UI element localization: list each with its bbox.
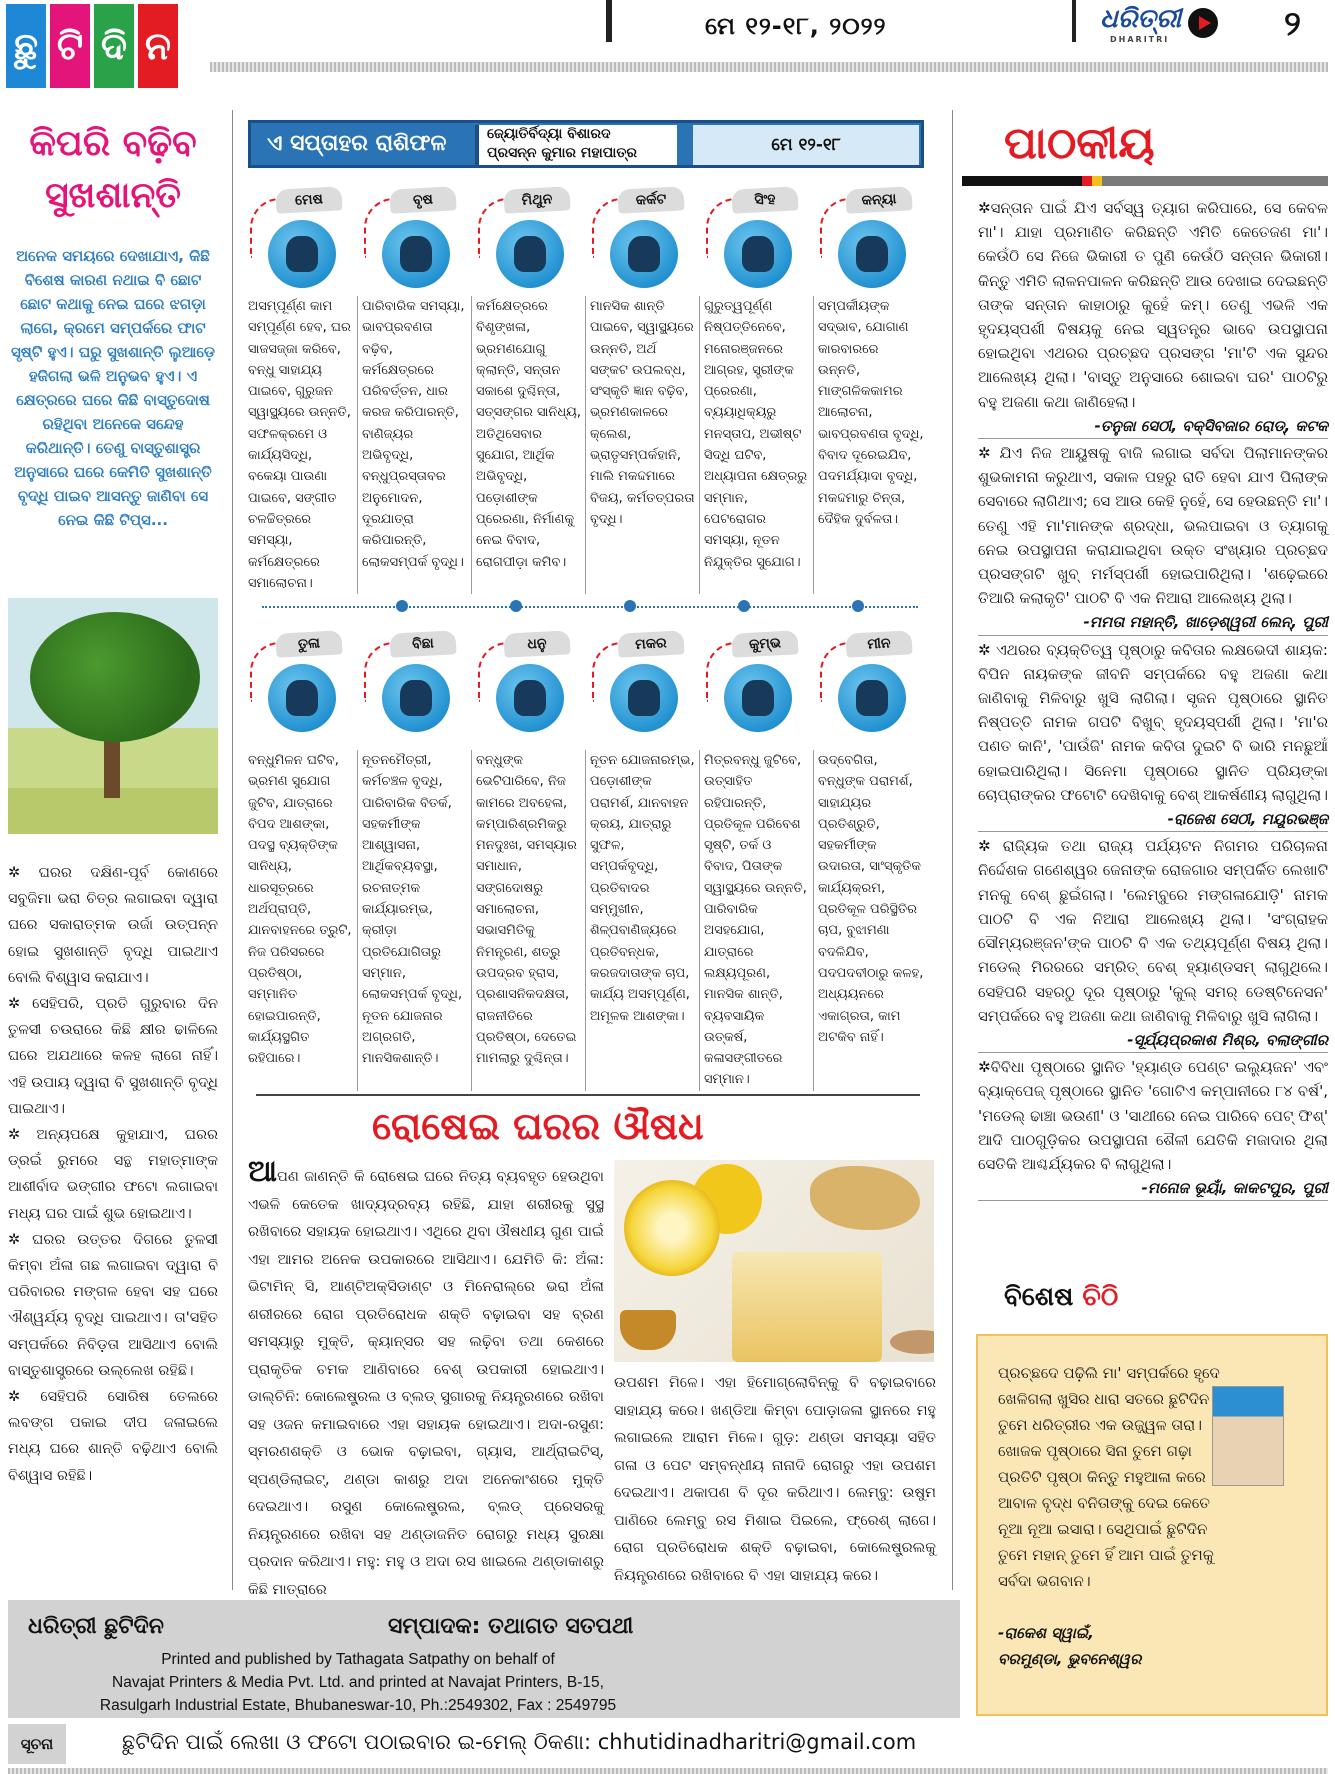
sign-label: ମେଷ [275, 186, 342, 213]
print-line-text: Rasulgarh Industrial Estate, Bhubaneswar-10, Ph.:2549302, Fax : 2549795 [99, 1697, 617, 1714]
tea-glass [732, 1252, 882, 1362]
horoscope-text: ନୂତନମୈତ୍ରୀ, କର୍ମଚଞ୍ଚଳ ବୃଦ୍ଧି, ପାରିବାରିକ ବିତର୍କ, ସହକର୍ମୀଙ୍କ ଆଶ୍ୱାସନା, ଆର୍ଥିକବ୍ୟବସ୍ଥା, ରଚନାତ୍ମକ କାର୍ଯ୍ୟାରମ୍ଭ, କ୍ରୀଡ଼ା ପ୍ରତିଯୋଗିତାରୁ ସମ୍ମାନ, ଲୋକସମ୍ପର୍କ ବୃଦ୍ଧି, ନୂତନ ଯୋଜନାର ଅଗ୍ରଗତି, ମାନସିକଶାନ୍ତି। [358, 750, 472, 1091]
letter-signature: -ରାଜେଶ ସେଠୀ, ମୟୂରଭଞ୍ଜ [978, 807, 1328, 832]
issue-date: ମେ ୧୨-୧୮, ୨୦୨୨ [705, 12, 887, 40]
letter-signature: -ସୂର୍ଯ୍ୟପ୍ରକାଶ ମିଶ୍ର, ବଲାଙ୍ଗୀର [978, 1028, 1328, 1053]
notice-bar [8, 1724, 1328, 1764]
rule-segment [962, 176, 1082, 186]
horoscope-text: ସମ୍ପର୍କୀୟଙ୍କ ସଦ୍‌ଭାବ, ଯୋଗାଣ କାରବାରରେ ଉନ୍ନତି, ମାଙ୍ଗଳିକକାମର ଆଲୋଚନା, ଭାବପ୍ରବଣତା ବୃଦ୍ଧି, ବିବାଦ ଦୂରେଇଯିବ, ପଦମର୍ଯ୍ୟାଦା ବୃଦ୍ଧି, ମକଦ୍ଦମାରୁ ଚିନ୍ତା, ଦୈହିକ ଦୁର୍ବଳତା। [818, 299, 924, 527]
title-line: କିପରି ବଢ଼ିବ [29, 123, 197, 164]
sign-label: କନ୍ୟା [845, 186, 912, 213]
tree-photo [8, 598, 218, 834]
wooden-spoon [890, 1330, 934, 1354]
sign-label: ମିଥୁନ [503, 186, 570, 213]
lemon-ginger-photo [614, 1160, 934, 1362]
editor-credit: ସମ୍ପାଦକ: ତଥାଗତ ସତପଥୀ [388, 1614, 634, 1639]
brand-subtitle: DHARITRI [1110, 35, 1170, 44]
virgo-icon [838, 220, 906, 288]
article-title [8, 118, 218, 222]
author-line: ଜ୍ୟୋତିର୍ବିଦ୍ୟା ବିଶାରଦ [487, 126, 611, 142]
rashifal-title: ଏ ସପ୍ତାହର ରାଶିଫଳ [267, 131, 447, 156]
brand-name: ଧରିତ୍ରୀ [1100, 4, 1182, 34]
rashifal-author [475, 125, 677, 165]
sign-label: ବିଛା [389, 630, 456, 657]
rule-segment [1092, 176, 1102, 186]
sign-capricorn [586, 632, 700, 732]
special-letter-box [976, 1334, 1328, 1716]
column-rule [952, 110, 953, 1590]
title-rule [962, 176, 1328, 186]
sign-label: ଧନୁ [503, 630, 570, 657]
sign-pisces [814, 632, 928, 732]
title-word: ଚିଠି [1082, 1282, 1119, 1312]
vastu-article [8, 118, 218, 532]
sign-aquarius [700, 632, 814, 732]
dropcap: ଆ [248, 1154, 278, 1189]
horoscope-text: ଉଦ୍‌ବେଗିତା, ବନ୍ଧୁଙ୍କ ପରାମର୍ଶ, ସାହାଯ୍ୟର ପ୍ରତିଶ୍ରୁତି, ସହକର୍ମୀଙ୍କ ଉଦାରତା, ସାଂସ୍କୃତିକ କାର୍ଯ୍ୟକ୍ରମ, ପ୍ରତିକୂଳ ପରିସ୍ଥିତିର ଚାପ, ବୁଝାମଣା ବଦଳିଯିବ, ପଦପଦବୀଠାରୁ କଳହ, ଅଧ୍ୟୟନରେ ଏକାଗ୍ରତା, କାମ ଅଟକିବ ନାହିଁ। [818, 753, 924, 1045]
sign-label: କୁମ୍ଭ [731, 630, 798, 657]
print-line-text: Printed and published by Tathagata Satpathy on behalf of [161, 1651, 555, 1668]
special-letter-header [1004, 1282, 1314, 1318]
letter-signature: -ମମତା ମହାନ୍ତି, ଖାଡ଼େଶ୍ୱରୀ ଲେନ୍, ପୁରୀ [978, 610, 1328, 635]
horoscope-text: ବନ୍ଧୁମିଳନ ଘଟିବ, ଭ୍ରମଣ ସୁଯୋଗ ଜୁଟିବ, ଯାତ୍ରାରେ ବିପଦ ଆଶଙ୍କା, ପଦସ୍ଥ ବ୍ୟକ୍ତିଙ୍କ ସାନିଧ୍ୟ, ଧାରସୂତ୍ରରେ ଅର୍ଥପ୍ରାପ୍ତି, ଯାନବାହନରେ ତ୍ରୁଟି, ନିଜ ପରିସରରେ ପ୍ରତିଷ୍ଠା, ସମ୍ମାନିତ ହୋଇପାରନ୍ତି, କାର୍ଯ୍ୟସ୍ଥଗିତ ରହିପାରେ। [244, 750, 358, 1091]
logo-letter: ଟି [50, 4, 90, 88]
logo-letter: ଦି [94, 4, 134, 88]
lemon-slice [624, 1180, 720, 1276]
letter-signature: -ମନୋଜ ଭୂୟାଁ, କାକଟପୁର, ପୁରୀ [978, 1176, 1328, 1201]
divider-dot [624, 600, 636, 612]
print-line-text: Navajat Printers & Media Pvt. Ltd. and printed at Navajat Printers, B-15, [112, 1674, 604, 1691]
divider-dot [852, 600, 864, 612]
scorpio-icon [382, 664, 450, 732]
print-line [8, 1648, 708, 1717]
paragraph: ✲ ଅନ୍ୟପକ୍ଷେ କୁହାଯାଏ, ଘରର ଡ୍ରଇଁ ରୁମରେ ସନ୍ଥ ମହାତ୍ମାଙ୍କ ଆଶୀର୍ବାଦ ଭଙ୍ଗୀର ଫଟୋ ଲଗାଇବା ମଧ୍ୟ ଘର ପାଇଁ ଶୁଭ ହୋଇଥାଏ। [8, 1127, 218, 1222]
notice-text: ଛୁଟିଦିନ ପାଇଁ ଲେଖା ଓ ଫଟୋ ପଠାଇବାର ଇ-ମେଲ୍ ଠିକଣା: chhutidinadharitri@gmail.com [122, 1730, 917, 1754]
sign-label: ମକର [617, 630, 684, 657]
horoscope-text: ମାନସିକ ଶାନ୍ତି ପାଇବେ, ସ୍ୱାସ୍ଥ୍ୟରେ ଉନ୍ନତି, ଅର୍ଥ ସଙ୍କଟ ଉପଲବ୍ଧ, ସଂସ୍କୃତି ଜ୍ଞାନ ବଢ଼ିବ, ଭ୍ରମଣକାଳରେ କ୍ଲେଶ, ଭ୍ରାତୃସମ୍ପର୍କହାନି, ମାଲି ମକଦ୍ଦମାରେ ବିଜୟ, କର୍ମତତ୍ପରତା ବୃଦ୍ଧି। [586, 296, 700, 594]
sign-label: କର୍କଟ [617, 186, 684, 213]
sign-cancer [586, 188, 700, 288]
letter-text: ✲ ରାଜ୍ୟିକ ତଥା ରାଜ୍ୟ ପର୍ଯ୍ୟଟନ ନିଗମର ପରିଚାଳନା ନିର୍ଦ୍ଦେଶକ ଗଣେଶ୍ୱର ଜେନାଙ୍କ ରୋଜଗାର ସମ୍ପର୍କିତ ଲେଖାଟି ମନକୁ ବେଶ୍ ଛୁଇଁଗଲା। 'ଲେମ୍ବୁରେ ମଙ୍ଗଳାଯୋଡ଼ି' ନାମକ ପାଠଟି ବି ଏକ ନିଆରା ଆଲେଖ୍ୟ ଥିଲା। 'ସଂଗ୍ରାହକ ସୌମ୍ୟରଞ୍ଜନ'ଙ୍କ ପାଠଟି ବି ଏକ ତଥ୍ୟପୂର୍ଣ୍ଣ ବିଷୟ ଥିଲା। ମଡେଲ୍ ମିରରରେ ସମ୍ରିତ୍ ବେଶ୍ ହ୍ୟାଣ୍ଡସମ୍ ଲାଗୁଥିଲେ। ସେହିପରି ସହରଠୁ ଦୂର ପୃଷ୍ଠାରୁ 'କୁଲ୍ ସମର୍ ଡେଷ୍ଟିନେସନ' ସମ୍ପର୍କରେ ବହୁ ଅଜଣା କଥା ଜାଣିବାକୁ ମିଳିବାରୁ ଖୁସି ଲାଗିଲା। [978, 837, 1328, 1025]
section-logo [6, 4, 178, 88]
zodiac-row-1-icons [244, 188, 928, 288]
special-letter-title [1004, 1282, 1118, 1312]
sagittarius-icon [496, 664, 564, 732]
honey-jar [620, 1310, 676, 1350]
remedy-text [248, 1154, 604, 1604]
letters-title: ପାଠକୀୟ [1004, 118, 1155, 169]
rule-segment [1102, 176, 1328, 186]
sign-sagittarius [472, 632, 586, 732]
pisces-icon [838, 664, 906, 732]
horoscope-text: ବନ୍ଧୁଙ୍କ ଭେଟିପାରିବେ, ନିଜ କାମରେ ଅବହେଳା, କମ୍ପାରିଶ୍ରମିକରୁ ମନଦୁଃଖ, ସମସ୍ୟାର ସମାଧାନ, ସଙ୍ଗଦୋଷରୁ ସମାଲୋଚନା, ସଭାସମିତିକୁ ନିମନ୍ତ୍ରଣ, ଶତ୍ରୁ ଉପଦ୍ରବ ହ୍ରାସ, ପ୍ରଶାସନିକଦକ୍ଷତା, ରାଜନୀତିରେ ପ୍ରତିଷ୍ଠା, ଦେତେଇ ମାମଲାରୁ ଦୁଶ୍ଚିନ୍ତା। [472, 750, 586, 1091]
sign-aries [244, 188, 358, 288]
masthead [0, 0, 1335, 70]
sign-label: ତୁଳା [275, 630, 342, 657]
letter-signature: -ତନୁଜା ସେଠୀ, ବକ୍ସିବଜାର ରୋଡ୍, କଟକ [978, 414, 1328, 439]
paragraph: ✲ ସେହିପରି ସୋରିଷ ତେଲରେ ଲବଙ୍ଗ ପକାଇ ଦୀପ ଜଳାଇଲେ ମଧ୍ୟ ଘରେ ଶାନ୍ତି ବଢ଼ିଥାଏ ବୋଲି ବିଶ୍ୱାସ ରହିଛି। [8, 1389, 218, 1484]
paragraph: ✲ ଘରର ଦକ୍ଷିଣ-ପୂର୍ବ କୋଣରେ ସବୁଜିମା ଭରା ଚିତ୍ର ଲଗାଇବା ଦ୍ୱାରା ଘରେ ସକାରାତ୍ମକ ଉର୍ଜା ଉତ୍ପନ୍ନ ହୋଇ ସୁଖଶାନ୍ତି ବୃଦ୍ଧି ପାଇଥାଏ ବୋଲି ବିଶ୍ୱାସ କରାଯାଏ। [8, 865, 218, 986]
sign-leo [700, 188, 814, 288]
zodiac-row-2-text [244, 750, 928, 1091]
horoscope-text: ପାରିବାରିକ ସମସ୍ୟା, ଭାବପ୍ରବଣତା ବଢ଼ିବ, କର୍ମକ୍ଷେତ୍ରରେ ପରିବର୍ତ୍ତନ, ଧାର କରଜ କରିପାରନ୍ତି, ବାଣିଜ୍ୟର ଅଭିବୃଦ୍ଧି, ବନ୍ଧୁପ୍ରସ୍ତାବର ଅନୁମୋଦନ, ଦୂରଯାତ୍ରା କରିପାରନ୍ତି, ଲୋକସମ୍ପର୍କ ବୃଦ୍ଧି। [358, 296, 472, 594]
divider [606, 0, 612, 42]
divider [1072, 0, 1076, 42]
poem-signature [998, 1620, 1141, 1672]
letter-text: ✲ବିବିଧା ପୃଷ୍ଠାରେ ସ୍ଥାନିତ 'ହ୍ୟାଣ୍ଡ ପେଣ୍ଟ ଇଲ୍ୟୁଜନ' ଏବଂ ବ୍ୟାକ୍‌ପେଜ୍ ପୃଷ୍ଠାରେ ସ୍ଥାନିତ 'ଗୋଟିଏ କମ୍ପାନୀରେ ୮୪ ବର୍ଷ', 'ମଡେଲ୍ ଢାଞ୍ଚା ଭଉଣୀ' ଓ 'ସାଥୀରେ ନେଇ ପାରିବେ ପେଟ୍ ଫିଶ୍' ଆଦି ପାଠଗୁଡ଼ିକର ଉପସ୍ଥାପନା ଶୈଳୀ ଯେତିକି ମଜାଦାର ଥିଲା ସେତିକି ଆଶ୍ଚର୍ଯ୍ୟକର ବି ଲାଗୁଥିଲା। [978, 1058, 1328, 1173]
letter-text: ✲ ଏଥରର ବ୍ୟକ୍ତିତ୍ୱ ପୃଷ୍ଠାରୁ କବିତାର ଲକ୍ଷଭେଦୀ ଶାୟକ: ବିପିନ ନାୟକଙ୍କ ଜୀବନି ସମ୍ପର୍କରେ ବହୁ ଅଜଣା କଥା ଜାଣିବାକୁ ମିଳିବାରୁ ଖୁସି ଲାଗିଲା। ସୃଜନ ପୃଷ୍ଠାରେ ସ୍ଥାନିତ ନିଷ୍ପତ୍ତି ନାମକ ଗପଟି ବିଖୁବ୍ ହୃଦୟସ୍ପର୍ଶୀ ଥିଲା। 'ମା'ର ପଣତ କାନି', 'ପାଉଁଜି' ନାମକ କବିତା ଦୁଇଟି ବି ଭାରି ମନଛୁଆଁ ହୋଇପାରିଥିଲା। ସିନେମା ପୃଷ୍ଠାରେ ସ୍ଥାନିତ ପ୍ରିୟଙ୍କା ଚୋପ୍ରାଙ୍କର ଫଟୋଟି ଦେଖିବାକୁ ବେଶ୍ ଆକର୍ଷଣୀୟ ଲାଗୁଥିଲା। [978, 640, 1328, 804]
logo-letter: ନ [138, 4, 178, 88]
taurus-icon [382, 220, 450, 288]
horoscope-text: ଗୁରୁତ୍ୱପୂର୍ଣ୍ଣ ନିଷ୍ପତ୍ତିନେବେ, ମନୋରଞ୍ଜନରେ ଆଗ୍ରହ, ସ୍ତ୍ରୀଙ୍କ ପ୍ରେରଣା, ବ୍ୟୟାଧିକ୍ୟରୁ ମନସ୍ତାପ, ଅଭୀଷ୍ଟ ସିଦ୍ଧି ଘଟିବ, ଅଧ୍ୟାପନା କ୍ଷେତ୍ରରୁ ସମ୍ମାନ, ପେଟରୋଗର ସମସ୍ୟା, ନୂତନ ନିଯୁକ୍ତିର ସୁଯୋଗ। [700, 296, 814, 594]
rule-segment [1082, 176, 1092, 186]
signature-line: ବରମୁଣ୍ଡା, ଭୁବନେଶ୍ୱର [998, 1650, 1142, 1668]
sign-label: ବୃଷ [389, 186, 456, 213]
title-line: ସୁଖଶାନ୍ତି [45, 175, 181, 216]
remedy-text-body: ପଣ ଜାଣନ୍ତି କି ରୋଷେଇ ଘରେ ନିତ୍ୟ ବ୍ୟବହୃତ ହେଉଥିବା ଏଭଳି କେତେକ ଖାଦ୍ୟଦ୍ରବ୍ୟ ରହିଛି, ଯାହା ଶରୀରକୁ ସୁସ୍ଥ ରଖିବାରେ ସହାୟକ ହୋଇଥାଏ। ଏଥିରେ ଥିବା ଔଷଧୀୟ ଗୁଣ ପାଇଁ ଏହା ଆମର ଅନେକ ଉପକାରରେ ଆସିଥାଏ। ଯେମିତି କି: ଅଁଳା: ଭିଟାମିନ୍ ସି, ଆଣ୍ଟିଅକ୍ସିଡାଣ୍ଟ ଓ ମିନେରାଲ୍‌ରେ ଭରା ଅଁଳା ଶରୀରରେ ରୋଗ ପ୍ରତିରୋଧକ ଶକ୍ତି ବଢ଼ାଇବା ସହ ବ୍ରଣ ସମସ୍ୟାରୁ ମୁକ୍ତି, କ୍ୟାନ୍ସର ସହ ଲଢ଼ିବା ତଥା କେଶରେ ପ୍ରାକୃତିକ ଚମକ ଆଣିବାରେ ବେଶ୍ ଉପକାରୀ ହୋଇଥାଏ। ଡାଲ୍‌ଚିନି: କୋଲେଷ୍ଟ୍ରଲ ଓ ବ୍ଲଡ୍ ସୁଗାରକୁ ନିୟନ୍ତ୍ରଣରେ ରଖିବା ସହ ଓଜନ କମାଇବାରେ ଏହା ସହାୟକ ହୋଇଥାଏ। ଅଦା-ରସୁଣ: ସ୍ମରଣଶକ୍ତି ଓ ଭୋକ ବଢ଼ାଇବା, ଗ୍ୟାସ, ଆର୍ଥ୍ରାଇଟିସ୍, ସ୍ପଣ୍ଡିଲାଇଟ୍, ଥଣ୍ଡା କାଶରୁ ଅଦା ଅନେକାଂଶରେ ମୁକ୍ତି ଦେଇଥାଏ। ରସୁଣ କୋଲେଷ୍ଟ୍ରଲ, ବ୍ଲଡ୍ ପ୍ରେସରକୁ ନିୟନ୍ତ୍ରଣରେ ରଖିବା ସହ ଥଣ୍ଡାଜନିତ ରୋଗରୁ ମଧ୍ୟ ସୁରକ୍ଷା ପ୍ରଦାନ କରିଥାଏ। ମହୁ: ମହୁ ଓ ଅଦା ରସ ଖାଇଲେ ଥଣ୍ଡାକାଶରୁ କିଛି ମାତ୍ରାରେ [248, 1169, 604, 1598]
capricorn-icon [610, 664, 678, 732]
letter-text: ✲ସନ୍ତାନ ପାଇଁ ଯିଏ ସର୍ବସ୍ୱ ତ୍ୟାଗ କରିପାରେ, ସେ କେବଳ ମା'। ଯାହା ପ୍ରମାଣିତ କରିଛନ୍ତି ଏମିତି କେତେଜଣ ମା'। କେଉଁଠି ସେ ନିଜେ ଭିକାରୀ ତ ପୁଣି କେଉଁଠି ସନ୍ତାନ ଭିକାରୀ। କିନ୍ତୁ ଏମିତି ଲାଳନପାଳନ କରିଛନ୍ତି ଆଉ ଦେଖାଇ ଦେଇଛନ୍ତି ତାଙ୍କ ସନ୍ତାନ କାହାଠାରୁ କୁହେଁ କମ୍। ତେଣୁ ଏଭଳି ଏକ ହୃଦୟସ୍ପର୍ଶୀ ବିଷୟକୁ ନେଇ ସ୍ୱତନ୍ତ୍ର ଭାବେ ଉପସ୍ଥାପନା ହୋଇଥିବା ଏଥରର ପ୍ରଚ୍ଛଦ ପ୍ରସଙ୍ଗ 'ମା'ଟି ଏକ ସୁନ୍ଦର ଆଲେଖ୍ୟ ଥିଲା। 'ବାସ୍ତୁ ଅନୁସାରେ ଶୋଇବା ଘର' ପାଠଟିରୁ ବହୁ ଅଜଣା କଥା ଜାଣିହେଲା। [978, 199, 1328, 411]
header-stripe [210, 62, 1328, 72]
rashifal-date: ମେ ୧୨-୧୮ [693, 125, 919, 165]
zodiac-row-2-icons [244, 632, 928, 732]
letter-text: ✲ ଯିଏ ନିଜ ଆୟୁଷକୁ ବାଜି ଲଗାଇ ସର୍ବଦା ପିଲାମାନଙ୍କର ଶୁଭକାମନା କରୁଥାଏ, ସକାଳ ପହରୁ ରାତି ହେବା ଯାଏ ପିଲାଙ୍କ ସେବାରେ ଲାଗିଥାଏ; ସେ ଆଉ କେହି ନୁହେଁ, ସେ ହେଉଛନ୍ତି ମା'। ତେଣୁ ଏହି ମା'ମାନଙ୍କ ଶ୍ରଦ୍ଧା, ଭଲପାଇବା ଓ ତ୍ୟାଗକୁ ନେଇ ଉପସ୍ଥାପନା କରାଯାଇଥିବା ଉକ୍ତ ସଂଖ୍ୟାର ପ୍ରଚ୍ଛଦ ପ୍ରସଙ୍ଗଟି ଖୁବ୍ ମର୍ମସ୍ପର୍ଶୀ ହୋଇପାରିଥିଲା। 'ଶଢ଼େଇରେ ତିଆରି କଲାକୃତି' ପାଠଟି ବି ଏକ ନିଆରା ଆଲେଖ୍ୟ ଥିଲା। [978, 444, 1328, 608]
zodiac-row-1-text [244, 296, 928, 594]
signature-line: -ରାକେଶ ସ୍ୱାଇଁ, [998, 1624, 1094, 1642]
leo-icon [724, 220, 792, 288]
rashifal-header [248, 120, 924, 168]
paragraph: ✲ ଘରର ଉତ୍ତର ଦିଗରେ ତୁଳସୀ କିମ୍ବା ଅଁଳା ଗଛ ଲଗାଇବା ଦ୍ୱାରା ବି ପରିବାରର ମଙ୍ଗଳ ହେବା ସହ ଘରେ ଐଶ୍ୱର୍ଯ୍ୟ ବୃଦ୍ଧି ପାଇଥାଏ। ତା'ସହିତ ସମ୍ପର୍କରେ ନିବିଡ଼ତା ଆସିଥାଏ ବୋଲି ବାସ୍ତୁଶାସ୍ତ୍ରରେ ଉଲ୍ଲେଖ ରହିଛି। [8, 1231, 218, 1379]
remedy-text-cont: ଉପଶମ ମିଳେ। ଏହା ହିମୋଗ୍ଲୋବିନ୍‌କୁ ବି ବଢ଼ାଇବାରେ ସାହାଯ୍ୟ କରେ। ଖଣ୍ଡିଆ କିମ୍ବା ପୋଡ଼ାଜଳା ସ୍ଥାନରେ ମହୁ ଲଗାଇଲେ ଆରାମ ମିଳେ। ଗୁଡ଼: ଥଣ୍ଡା ସମସ୍ୟା ସହିତ ଗଳା ଓ ପେଟ ସମ୍ବନ୍ଧୀୟ ନାନାଦି ରୋଗରୁ ଏହା ଉପଶମ ଦେଇଥାଏ। ଥକାପଣ ବି ଦୂର କରିଥାଏ। ଲେମ୍ବୁ: ଉଷୁମ ପାଣିରେ ଲେମ୍ବୁ ରସ ମିଶାଇ ପିଇଲେ, ଫ୍ରେଶ୍ ଲାଗେ। ରୋଗ ପ୍ରତିରୋଧକ ଶକ୍ତି ବଢ଼ାଇବା, କୋଲେଷ୍ଟ୍ରଲକୁ ନିୟନ୍ତ୍ରଣରେ ରଖିବାରେ ବି ଏହା ସାହାଯ୍ୟ କରେ। [614, 1375, 936, 1584]
bottom-stripe [8, 1768, 1328, 1774]
horoscope-text: ନୂତନ ଯୋଜନାରମ୍ଭ, ପଡ଼ୋଶୀଙ୍କ ପରାମର୍ଶ, ଯାନବାହନ କ୍ରୟ, ଯାତ୍ରାରୁ ସୁଫଳ, ସମ୍ପର୍କବୃଦ୍ଧି, ପ୍ରତିବାଦର ସମ୍ମୁଖୀନ, ଶିଳ୍ପବାଣିଜ୍ୟରେ ପ୍ରତିବନ୍ଧକ, କରଜଦାତାଙ୍କ ଚାପ, କାର୍ଯ୍ୟ ଅସମ୍ପୂର୍ଣ୍ଣ, ଅମୂଳକ ଆଶଙ୍କା। [586, 750, 700, 1091]
ginger-root [810, 1166, 920, 1230]
sign-label: ସିଂହ [731, 186, 798, 213]
horoscope-text: ମିତ୍ରବନ୍ଧୁ ଜୁଟିବେ, ଉତ୍ସାହିତ ରହିପାରନ୍ତି, ପ୍ରତିକୂଳ ପରିବେଶ ସୃଷ୍ଟି, ତର୍କ ଓ ବିବାଦ, ପିତାଙ୍କ ସ୍ୱାସ୍ଥ୍ୟରେ ଉନ୍ନତି, ପାରିବାରିକ ଅସହଯୋଗ, ଯାତ୍ରାରେ ଲକ୍ଷ୍ୟପୂରଣ, ମାନସିକ ଶାନ୍ତି, ବ୍ୟବସାୟିକ ଉତ୍କର୍ଷ, କଳାସଙ୍ଗୀତରେ ସମ୍ମାନ। [700, 750, 814, 1091]
sign-taurus [358, 188, 472, 288]
article-intro: ଅନେକ ସମୟରେ ଦେଖାଯାଏ, କିଛି ବିଶେଷ କାରଣ ନଥାଇ ବି ଛୋଟ ଛୋଟ କଥାକୁ ନେଇ ଘରେ ଝଗଡ଼ା ଲାଗେ, କ୍ରମେ ସମ୍ପର୍କରେ ଫାଟ ସୃଷ୍ଟି ହୁଏ। ଘରୁ ସୁଖଶାନ୍ତି ଲୁଆଡ଼େ ହଜିଗଲା ଭଳି ଅନୁଭବ ହୁଏ। ଏ କ୍ଷେତ୍ରରେ ଘରେ କିଛି ବାସ୍ତୁଦୋଷ ରହିଥିବା ଅନେକେ ସନ୍ଦେହ କରିଥାନ୍ତି। ତେଣୁ ବାସ୍ତୁଶାସ୍ତ୍ର ଅନୁସାରେ ଘରେ କେମିତି ସୁଖଶାନ୍ତି ବୃଦ୍ଧି ପାଇବ ଆସନ୍ତୁ ଜାଣିବା ସେ ନେଇ କିଛି ଟିପ୍ସ... [11, 247, 215, 529]
logo-letter: ଛୁ [6, 4, 46, 88]
section-rule [256, 1094, 920, 1096]
sign-scorpio [358, 632, 472, 732]
aquarius-icon [724, 664, 792, 732]
sign-libra [244, 632, 358, 732]
sign-virgo [814, 188, 928, 288]
cancer-icon [610, 220, 678, 288]
article-body [8, 860, 218, 1489]
poem-text: ପ୍ରଚ୍ଛଦେ ପଢ଼ିଲି ମା' ସମ୍ପର୍କରେ ହୃଦେ ଖେଳିଗଲା ଖୁସିର ଧାରା ସତରେ ଛୁଟିଦିନ ତୁମେ ଧରିତ୍ରୀର ଏକ ଉଜ୍ଜ୍ୱଳ ତାରା। ଖୋଜକ ପୃଷ୍ଠାରେ ସିନା ତୁମେ ଗଢ଼ା ପ୍ରତିଟି ପୃଷ୍ଠା କିନ୍ତୁ ମହୁଆଳା କରେ ଆବାଳ ବୃଦ୍ଧ ବନିତାଙ୍କୁ ଦେଇ କେତେ ନୂଆ ନୂଆ ଇସାରା। ସେଥିପାଇଁ ଛୁଟିଦିନ ତୁମେ ମହାନ୍ ତୁମେ ହିଁ ଆମ ପାଇଁ ତୁମକୁ ସର୍ବଦା ଭଗବାନ। [998, 1364, 1220, 1590]
sign-label: ମୀନ [845, 630, 912, 657]
play-icon [1188, 8, 1218, 38]
divider-dot [738, 600, 750, 612]
title-word: ବିଶେଷ [1004, 1282, 1074, 1312]
horoscope-text: ଅସମ୍ପୂର୍ଣ୍ଣ କାମ ସମ୍ପୂର୍ଣ୍ଣ ହେବ, ଘର ସାଜସଜ୍ଜା କରିବେ, ବନ୍ଧୁ ସାହାଯ୍ୟ ପାଇବେ, ଗୁରୁଜନ ସ୍ୱାସ୍ଥ୍ୟରେ ଉନ୍ନତି, ସଫଳକ୍ରମେ ଓ କାର୍ଯ୍ୟସିଦ୍ଧି, ବକେୟା ପାଉଣା ପାଇବେ, ସଙ୍ଗୀତ ଚଳଚ୍ଚିତ୍ରରେ ସମସ୍ୟା, କର୍ମକ୍ଷେତ୍ରରେ ସମାଲୋଚନା। [244, 296, 358, 594]
publication-name: ଧରିତ୍ରୀ ଛୁଟିଦିନ [28, 1614, 164, 1639]
gemini-icon [496, 220, 564, 288]
aries-icon [268, 220, 336, 288]
reader-letters [978, 196, 1328, 1203]
remedy-title: ରୋଷେଇ ଘରର ଔଷଧ [372, 1104, 704, 1148]
imprint-box [8, 1600, 960, 1718]
paragraph: ✲ ସେହିପରି, ପ୍ରତି ଗୁରୁବାର ଦିନ ତୁଳସୀ ଚଉରାରେ କିଛି କ୍ଷୀର ଢାଳିଲେ ଘରେ ଅଯଥାରେ କଳହ ଲାଗେ ନାହିଁ। ଏହି ଉପାୟ ଦ୍ୱାରା ବି ସୁଖଶାନ୍ତି ବୃଦ୍ଧି ପାଇଥାଏ। [8, 996, 218, 1117]
author-line: ପ୍ରସନ୍ନ କୁମାର ମହାପାତ୍ର [487, 145, 637, 161]
page-number: ୨ [1284, 4, 1301, 44]
notice-label: ସୂଚନା [8, 1724, 66, 1764]
column-rule [232, 110, 233, 1590]
brand-logo [1100, 4, 1181, 44]
divider-dot [510, 600, 522, 612]
dotted-divider [262, 606, 918, 608]
sign-gemini [472, 188, 586, 288]
tree-crown [30, 612, 200, 742]
divider-dot [396, 600, 408, 612]
libra-icon [268, 664, 336, 732]
horoscope-text: କର୍ମକ୍ଷେତ୍ରରେ ବିଶୃଙ୍ଖଳା, ଭ୍ରମଣଯୋଗୁ କ୍ଲାନ୍ତି, ସନ୍ତାନ ସକାଶେ ଦୁଶ୍ଚିନ୍ତା, ସତ୍‌ସଙ୍ଗର ସାନିଧ୍ୟ, ଅତିଥିସେବାର ସୁଯୋଗ, ଆର୍ଥିକ ଅଭିବୃଦ୍ଧି, ପଡ଼ୋଶୀଙ୍କ ପ୍ରେରଣା, ନିର୍ମାଣକୁ ନେଇ ବିବାଦ, ରୋଗପୀଡ଼ା କମିବ। [472, 296, 586, 594]
